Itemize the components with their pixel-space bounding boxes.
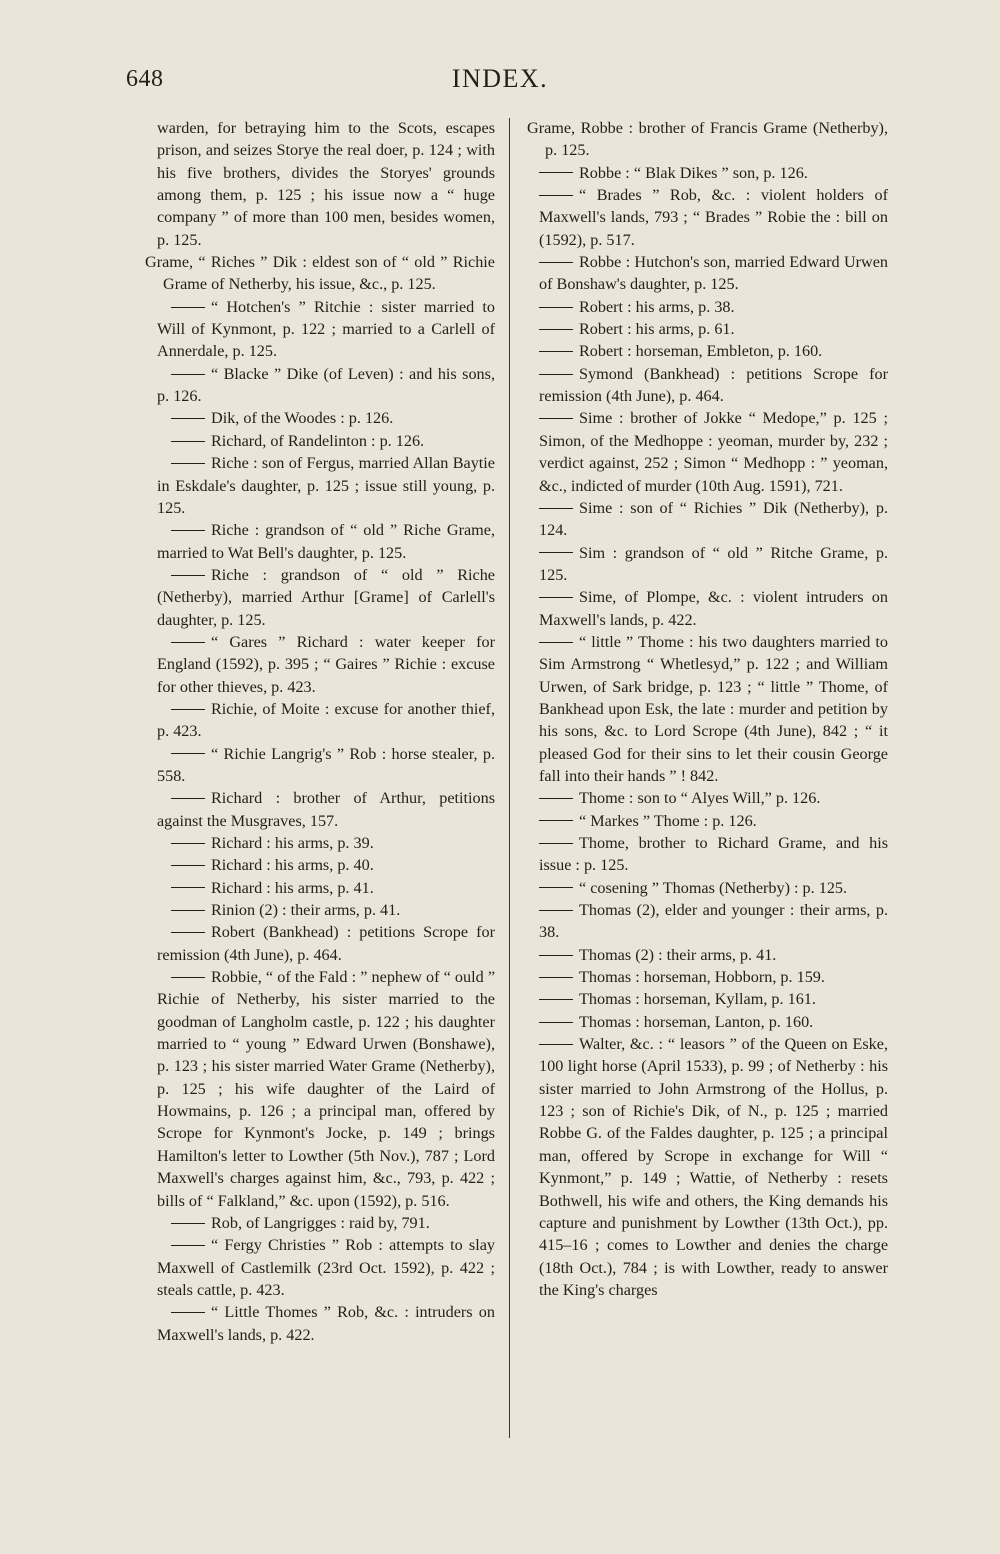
index-entry	[527, 296, 888, 318]
index-entry	[527, 318, 888, 340]
index-entry-text: “ Brades ” Rob, &c. : violent holders of Maxwell's lands, 793 ; “ Brades ” Robie the : bill on (1592), p. 517.	[539, 186, 888, 249]
index-entry	[527, 162, 888, 184]
ditto-dash	[539, 374, 573, 375]
index-entry-text: “ Blacke ” Dike (of Leven) : and his sons, p. 126.	[157, 364, 495, 406]
ditto-dash	[539, 1022, 573, 1023]
left-column	[145, 117, 495, 1346]
index-entry	[527, 966, 888, 988]
ditto-dash	[539, 508, 573, 509]
ditto-dash	[171, 932, 205, 933]
ditto-dash	[539, 955, 573, 956]
index-entry-text: Richard, of Randelinton : p. 126.	[211, 431, 425, 450]
index-entry	[145, 363, 495, 408]
index-entry	[145, 877, 495, 899]
index-entry-text: Thome : son to “ Alyes Will,” p. 126.	[579, 789, 821, 808]
ditto-dash	[539, 999, 573, 1000]
ditto-dash	[171, 530, 205, 531]
ditto-dash	[539, 172, 573, 173]
index-entry-text: Richard : brother of Arthur, petitions against the Musgraves, 157.	[157, 789, 495, 830]
index-entry-text: warden, for betraying him to the Scots, escapes prison, and seizes Storye the real doer, p. 124 ; with his five brothers, divides the Storyes' grounds among them, p. 125 ; his issue now a “ huge company ” of more than 100 men, besides women, p. 125.	[157, 119, 495, 249]
index-entry-text: Robert (Bankhead) : petitions Scrope for remission (4th June), p. 464.	[157, 923, 495, 964]
ditto-dash	[539, 798, 573, 799]
index-entry	[527, 787, 888, 809]
index-entry-text: Richie, of Moite : excuse for another thief, p. 423.	[157, 699, 495, 741]
ditto-dash	[171, 374, 205, 375]
ditto-dash	[171, 575, 205, 576]
index-entry-text: “ Markes ” Thome : p. 126.	[579, 811, 757, 830]
ditto-dash	[539, 820, 573, 821]
ditto-dash	[539, 418, 573, 419]
index-entry	[145, 251, 495, 296]
index-entry-text: “ Richie Langrig's ” Rob : horse stealer, p. 558.	[157, 744, 495, 785]
index-entry	[145, 832, 495, 854]
ditto-dash	[171, 463, 205, 464]
running-head: INDEX.	[451, 64, 549, 93]
index-entry	[145, 1234, 495, 1301]
index-entry	[527, 944, 888, 966]
ditto-dash	[171, 1245, 205, 1246]
index-entry	[145, 899, 495, 921]
index-entry	[527, 1011, 888, 1033]
index-entry-text: Rinion (2) : their arms, p. 41.	[211, 901, 401, 920]
index-entry	[145, 296, 495, 363]
index-entry-text: Thomas (2), elder and younger : their arms, p. 38.	[539, 901, 888, 942]
index-entry	[145, 698, 495, 743]
ditto-dash	[539, 597, 573, 598]
index-entry-text: Thomas : horseman, Kyllam, p. 161.	[579, 990, 816, 1009]
ditto-dash	[539, 262, 573, 263]
index-entry	[527, 251, 888, 296]
index-entry	[527, 988, 888, 1010]
index-entry	[527, 340, 888, 362]
ditto-dash	[171, 910, 205, 911]
ditto-dash	[171, 865, 205, 866]
ditto-dash	[171, 709, 205, 710]
index-entry-text: Symond (Bankhead) : petitions Scrope for remission (4th June), p. 464.	[539, 364, 888, 406]
ditto-dash	[171, 753, 205, 754]
right-column	[527, 117, 888, 1301]
index-entry-text: Sime : brother of Jokke “ Medope,” p. 125 ; Simon, of the Medhoppe : yeoman, murder by, 232 ; verdict against, 252 ; Simon “ Medhopp : ” yeoman, &c., indicted of murder (10th Aug. 1591), 721.	[539, 409, 888, 495]
ditto-dash	[171, 798, 205, 799]
ditto-dash	[171, 418, 205, 419]
ditto-dash	[171, 843, 205, 844]
index-entry-text: Dik, of the Woodes : p. 126.	[211, 409, 394, 428]
index-entry-text: Grame, “ Riches ” Dik : eldest son of “ old ” Richie Grame of Netherby, his issue, &c., p. 125.	[145, 253, 495, 294]
index-entry	[145, 430, 495, 452]
index-entry	[145, 407, 495, 429]
ditto-dash	[539, 329, 573, 330]
column-divider	[509, 118, 510, 1438]
index-entry	[527, 497, 888, 542]
index-entry	[145, 1301, 495, 1346]
index-entry-text: Richard : his arms, p. 41.	[211, 878, 374, 897]
index-entry-text: Thome, brother to Richard Grame, and his issue : p. 125.	[539, 834, 888, 875]
ditto-dash	[539, 552, 573, 553]
index-entry-text: Richard : his arms, p. 40.	[211, 856, 374, 875]
index-entry-text: Riche : son of Fergus, married Allan Baytie in Eskdale's daughter, p. 125 ; issue still young, p. 125.	[157, 454, 495, 517]
ditto-dash	[539, 195, 573, 196]
index-entry	[145, 921, 495, 966]
index-entry-text: “ Hotchen's ” Ritchie : sister married to Will of Kynmont, p. 122 ; married to a Carlell of Annerdale, p. 125.	[157, 297, 495, 361]
index-entry	[145, 743, 495, 788]
ditto-dash	[539, 843, 573, 844]
index-entry-text: Robert : his arms, p. 61.	[579, 320, 735, 339]
page-number: 648	[126, 66, 164, 92]
index-entry	[527, 117, 888, 162]
index-entry-text: Robbe : Hutchon's son, married Edward Urwen of Bonshaw's daughter, p. 125.	[539, 253, 888, 294]
index-entry	[527, 832, 888, 877]
index-entry	[145, 564, 495, 631]
index-entry-text: Rob, of Langrigges : raid by, 791.	[211, 1213, 430, 1232]
index-entry-text: Riche : grandson of “ old ” Riche Grame, married to Wat Bell's daughter, p. 125.	[157, 521, 495, 562]
index-entry-text: Robert : his arms, p. 38.	[579, 297, 735, 316]
index-entry	[527, 877, 888, 899]
index-entry-text: “ cosening ” Thomas (Netherby) : p. 125.	[579, 878, 848, 897]
index-entry	[527, 810, 888, 832]
index-entry-text: “ little ” Thome : his two daughters married to Sim Armstrong “ Whetlesyd,” p. 122 ; and William Urwen, of Sark bridge, p. 123 ; “ little ” Thome, of Bankhead upon Esk, the late : murder and petition by his sons, &c. to Lord Scrope (4th June), 842 ; “ it pleased God for their sins to let their cousin George fall into their hands ” ! 842.	[539, 632, 888, 785]
index-entry	[145, 966, 495, 1212]
index-entry	[145, 1212, 495, 1234]
index-entry	[527, 1033, 888, 1301]
index-entry-text: “ Little Thomes ” Rob, &c. : intruders on Maxwell's lands, p. 422.	[157, 1303, 495, 1344]
index-entry-text: “ Fergy Christies ” Rob : attempts to slay Maxwell of Castlemilk (23rd Oct. 1592), p. 422 ; steals cattle, p. 423.	[157, 1236, 495, 1299]
index-entry-text: Thomas : horseman, Hobborn, p. 159.	[579, 968, 825, 987]
index-entry	[145, 787, 495, 832]
index-entry-text: Robbe : “ Blak Dikes ” son, p. 126.	[579, 163, 808, 182]
ditto-dash	[539, 642, 573, 643]
ditto-dash	[171, 887, 205, 888]
ditto-dash	[539, 307, 573, 308]
ditto-dash	[171, 307, 205, 308]
index-entry-text: Riche : grandson of “ old ” Riche (Netherby), married Arthur [Grame] of Carlell's daughter, p. 125.	[157, 565, 495, 629]
index-entry-text: Richard : his arms, p. 39.	[211, 834, 374, 852]
ditto-dash	[539, 351, 573, 352]
ditto-dash	[539, 887, 573, 888]
index-entry	[527, 407, 888, 496]
index-entry	[145, 117, 495, 251]
index-entry-text: Sime : son of “ Richies ” Dik (Netherby), p. 124.	[539, 498, 888, 540]
ditto-dash	[539, 977, 573, 978]
ditto-dash	[171, 642, 205, 643]
index-entry	[145, 631, 495, 698]
index-entry-text: “ Gares ” Richard : water keeper for England (1592), p. 395 ; “ Gaires ” Richie : excuse for other thieves, p. 423.	[157, 632, 495, 696]
index-entry-text: Thomas : horseman, Lanton, p. 160.	[579, 1012, 814, 1031]
index-entry-text: Sim : grandson of “ old ” Ritche Grame, p. 125.	[539, 543, 888, 584]
index-entry	[527, 631, 888, 787]
ditto-dash	[171, 1223, 205, 1224]
index-entry-text: Sime, of Plompe, &c. : violent intruders on Maxwell's lands, p. 422.	[539, 588, 888, 629]
ditto-dash	[171, 1312, 205, 1313]
index-entry	[527, 542, 888, 587]
ditto-dash	[539, 910, 573, 911]
index-entry	[145, 452, 495, 519]
index-entry	[527, 363, 888, 408]
index-entry	[527, 184, 888, 251]
index-entry	[527, 586, 888, 631]
ditto-dash	[171, 977, 205, 978]
ditto-dash	[539, 1044, 573, 1045]
index-entry-text: Robert : horseman, Embleton, p. 160.	[579, 342, 823, 361]
index-entry-text: Walter, &c. : “ leasors ” of the Queen on Eske, 100 light horse (April 1533), p. 99 ; of Netherby : his sister married to John Armstrong of the Hollus, p. 123 ; son of Richie's Dik, of N., p. 125 ; married Robbe G. of the Faldes daughter, p. 125 ; a principal man, offered by Scrope in exchange for Will “ Kynmont,” p. 149 ; Wattie, of Netherby : resets Bothwell, his wife and others, the King demands his capture and punishment by Lowther (13th Oct.), pp. 415–16 ; comes to Lowther and denies the charge (18th Oct.), 784 ; is with Lowther, ready to answer the King's charges	[539, 1035, 888, 1299]
index-entry	[145, 854, 495, 876]
index-entry-text: Grame, Robbe : brother of Francis Grame (Netherby), p. 125.	[527, 119, 888, 160]
index-entry	[527, 899, 888, 944]
index-entry	[145, 519, 495, 564]
index-entry-text: Thomas (2) : their arms, p. 41.	[579, 945, 777, 964]
ditto-dash	[171, 441, 205, 442]
index-entry-text: Robbie, “ of the Fald : ” nephew of “ ould ” Richie of Netherby, his sister married to the goodman of Langholm castle, p. 122 ; his daughter married to “ young ” Edward Urwen (Bonshawe), p. 123 ; his sister married Water Grame (Netherby), p. 125 ; his wife daughter of the Laird of Howmains, p. 126 ; a principal man, offered by Scrope for Kynmont's Jocke, p. 149 ; brings Hamilton's letter to Lowther (5th Nov.), 787 ; Lord Maxwell's charges against him, &c., 793, p. 422 ; bills of “ Falkland,” &c. upon (1592), p. 516.	[157, 968, 495, 1210]
